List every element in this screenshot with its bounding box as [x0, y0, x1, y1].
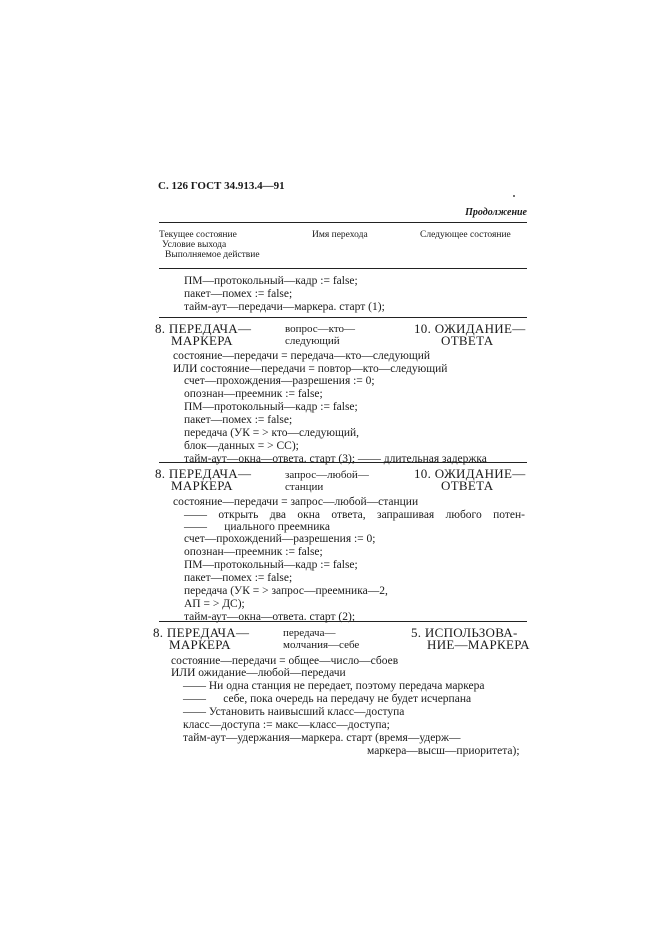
next-state-number: 5.: [411, 625, 422, 640]
block1-condition-line2: ИЛИ состояние—передачи = повтор—кто—следующий: [173, 363, 448, 375]
table-top-rule: [159, 222, 527, 223]
col-exit-condition: Условие выхода: [162, 240, 227, 250]
block3-condition-line2: ИЛИ ожидание—любой—передачи: [171, 667, 346, 679]
action-line: блок—данных = > СС);: [184, 440, 299, 452]
block1-transition-line2: следующий: [285, 335, 340, 347]
continuation-label: Продолжение: [465, 207, 527, 218]
action-line: пакет—помех := false;: [184, 414, 293, 426]
col-transition-name: Имя перехода: [312, 230, 368, 240]
block3-transition-line2: молчания—себе: [283, 639, 360, 651]
block3-comment-line1: —— Ни одна станция не передает, поэтому передача маркера: [183, 680, 485, 692]
block2-actions: [184, 533, 388, 624]
col-current-state: Текущее состояние: [159, 230, 237, 240]
next-state-number: 10.: [414, 321, 432, 336]
col-action: Выполняемое действие: [165, 250, 260, 260]
block3-comment-line3: —— Установить наивысший класс—доступа: [183, 706, 405, 718]
state-number: 8.: [155, 321, 166, 336]
action-line: ПМ—протокольный—кадр := false;: [184, 275, 358, 287]
action-line: тайм-аут—окна—ответа. старт (2);: [184, 611, 356, 623]
block1-next-state-line2: ОТВЕТА: [441, 333, 494, 348]
action-line: ПМ—протокольный—кадр := false;: [184, 559, 358, 571]
block3-state-line2: МАРКЕРА: [169, 637, 231, 652]
block2-transition-line2: станции: [285, 481, 324, 493]
block2-comment-line2: —— циального преемника: [184, 521, 330, 533]
row-separator: [159, 621, 527, 622]
block2-comment-line1: —— открыть два окна ответа, запрашивая любого потен-: [184, 509, 525, 521]
block3-transition-line1: передача—: [283, 627, 336, 639]
state-number: 8.: [153, 625, 164, 640]
block3-next-state-line2: НИЕ—МАРКЕРА: [427, 637, 530, 652]
state-number: 8.: [155, 466, 166, 481]
block2-condition-line1: состояние—передачи = запрос—любой—станции: [173, 496, 419, 508]
block2-state-line2: МАРКЕРА: [171, 478, 233, 493]
block3-action-line2: тайм-аут—удержания—маркера. старт (время—удерж—: [183, 732, 461, 744]
block2-transition-line1: запрос—любой—: [285, 469, 369, 481]
row-separator: [159, 462, 527, 463]
header-bottom-rule: [159, 268, 527, 269]
block3-condition-line1: состояние—передачи = общее—число—сбоев: [171, 655, 399, 667]
speck: [513, 195, 515, 197]
state-line1: ПЕРЕДАЧА—: [166, 625, 250, 640]
action-line: опознан—преемник := false;: [184, 546, 323, 558]
next-state-number: 10.: [414, 466, 432, 481]
block2-next-state-line2: ОТВЕТА: [441, 478, 494, 493]
next-state-line1: ИСПОЛЬЗОВА-: [424, 625, 518, 640]
action-line: тайм-аут—окна—ответа. старт (3); —— длительная задержка: [184, 453, 487, 465]
page-reference: С. 126 ГОСТ 34.913.4—91: [158, 180, 285, 192]
col-next-state: Следующее состояние: [420, 230, 511, 240]
block1-actions: [184, 375, 487, 466]
row-separator: [159, 317, 527, 318]
action-line: передача (УК = > запрос—преемника—2,: [184, 585, 388, 597]
block1-transition-line1: вопрос—кто—: [285, 323, 356, 335]
block3-comment-line2: —— себе, пока очередь на передачу не будет исчерпана: [183, 693, 472, 705]
block3-action-line3: маркера—высш—приоритета);: [367, 745, 520, 757]
block3-action-line1: класс—доступа := макс—класс—доступа;: [183, 719, 390, 731]
action-line: АП = > ДС);: [184, 598, 245, 610]
block1-state-line2: МАРКЕРА: [171, 333, 233, 348]
action-line: опознан—преемник := false;: [184, 388, 323, 400]
next-state-line1: ОЖИДАНИЕ—: [434, 466, 526, 481]
action-line: пакет—помех := false;: [184, 288, 293, 300]
action-line: тайм-аут—передачи—маркера. старт (1);: [184, 301, 385, 313]
action-line: счет—прохождений—разрешения := 0;: [184, 533, 376, 545]
block1-condition-line1: состояние—передачи = передача—кто—следующий: [173, 350, 431, 362]
action-line: передача (УК = > кто—следующий,: [184, 427, 360, 439]
block0-actions: [184, 275, 385, 314]
action-line: пакет—помех := false;: [184, 572, 293, 584]
action-line: счет—прохождения—разрешения := 0;: [184, 375, 375, 387]
state-line1: ПЕРЕДАЧА—: [168, 466, 252, 481]
action-line: ПМ—протокольный—кадр := false;: [184, 401, 358, 413]
next-state-line1: ОЖИДАНИЕ—: [434, 321, 526, 336]
state-line1: ПЕРЕДАЧА—: [168, 321, 252, 336]
